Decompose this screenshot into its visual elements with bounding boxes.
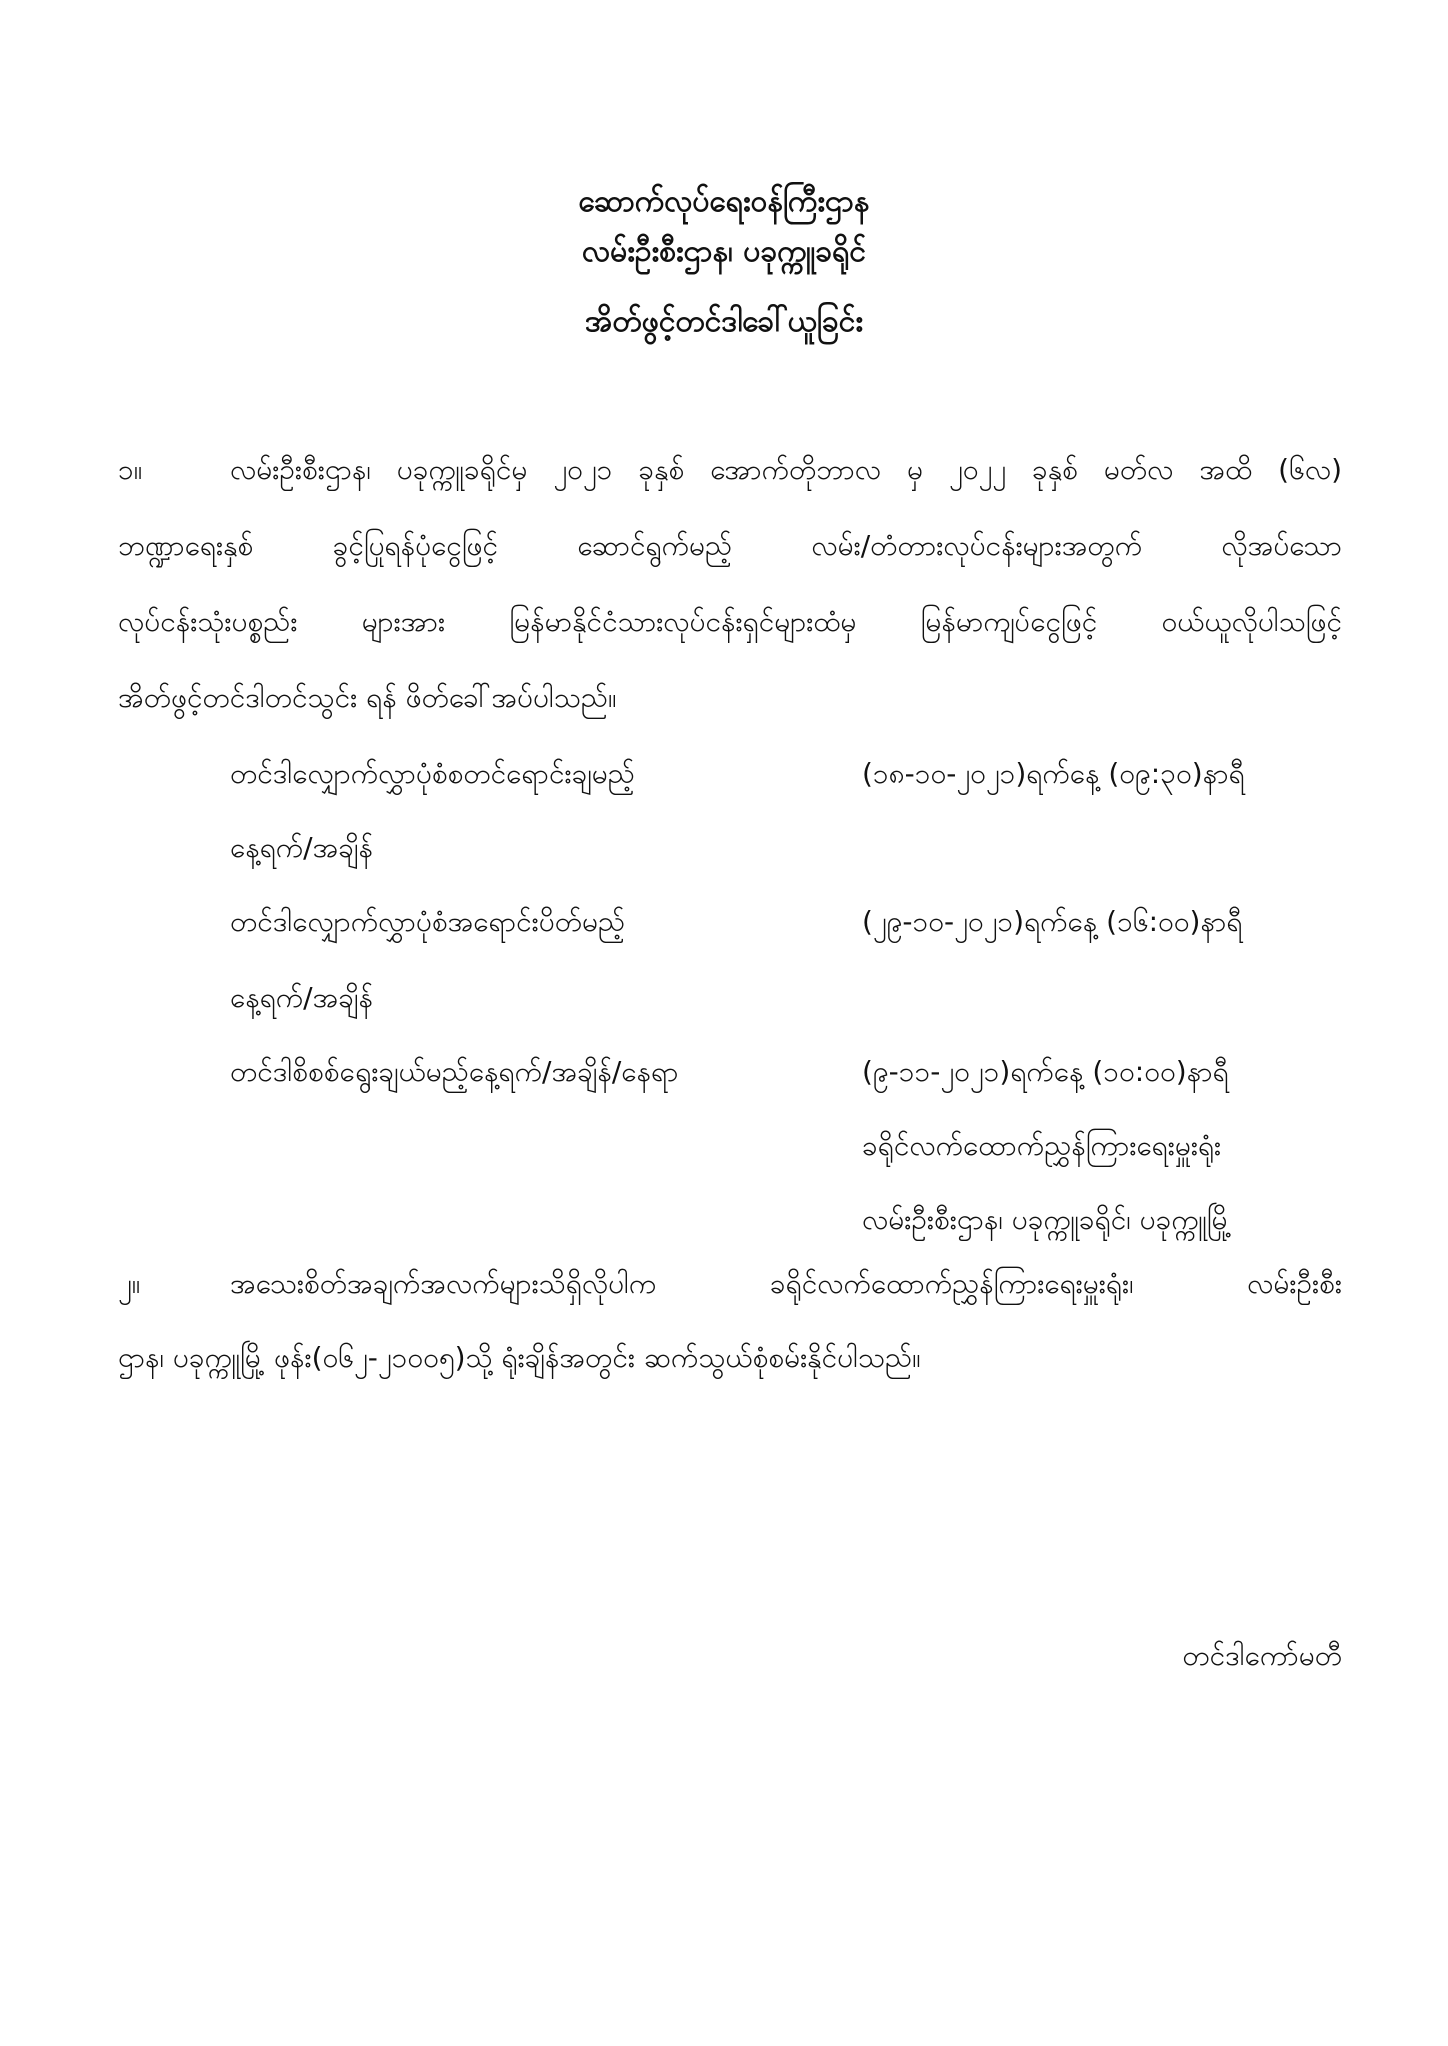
notice-title: အိတ်ဖွင့်တင်ဒါခေါ်ယူခြင်း (584, 304, 864, 339)
selection-office-value: ခရိုင်လက်ထောက်ညွှန်ကြားရေးမှူးရုံး (862, 1129, 1222, 1162)
sale-start-label-cont: နေ့ရက်/အချိန် (230, 831, 373, 864)
department-title: လမ်းဦးစီးဌာန၊ ပခုက္ကူခရိုင် (581, 234, 867, 269)
sale-close-label-cont: နေ့ရက်/အချိန် (230, 981, 373, 1014)
selection-label: တင်ဒါစိစစ်ရွေးချယ်မည့်နေ့ရက်/အချိန်/နေရာ (230, 1055, 679, 1088)
paragraph-1-line-2: ဘဏ္ဍာရေးနှစ် ခွင့်ပြုရန်ပုံငွေဖြင့် ဆောင်ရွက်မည့် လမ်း/တံတားလုပ်ငန်းများအတွက် လိုအပ်သော (118, 529, 1342, 562)
ministry-title: ဆောက်လုပ်ရေးဝန်ကြီးဌာန (578, 184, 870, 219)
paragraph-1-line-4: အိတ်ဖွင့်တင်ဒါတင်သွင်း ရန် ဖိတ်ခေါ်အပ်ပါသည်။ (118, 681, 617, 714)
sale-close-value: (၂၉-၁၀-၂၀၂၁)ရက်နေ့ (၁၆:၀၀)နာရီ (862, 905, 1243, 938)
paragraph-1-number: ၁။ (118, 453, 143, 486)
paragraph-2-line-1: အသေးစိတ်အချက်အလက်များသိရှိလိုပါက ခရိုင်လက်ထောက်ညွှန်ကြားရေးမှူးရုံး၊ လမ်းဦးစီး (230, 1267, 1342, 1300)
tender-committee-signature: တင်ဒါကော်မတီ (1182, 1639, 1342, 1672)
selection-location-value: လမ်းဦးစီးဌာန၊ ပခုက္ကူခရိုင်၊ ပခုက္ကူမြို့ (862, 1203, 1232, 1236)
selection-date-value: (၉-၁၁-၂၀၂၁)ရက်နေ့ (၁၀:၀၀)နာရီ (862, 1055, 1229, 1088)
paragraph-1-line-1: လမ်းဦးစီးဌာန၊ ပခုက္ကူခရိုင်မှ ၂၀၂၁ ခုနှစ် အောက်တိုဘာလ မှ ၂၀၂၂ ခုနှစ် မတ်လ အထိ (၆လ) (230, 453, 1342, 486)
sale-start-label: တင်ဒါလျှောက်လွှာပုံစံစတင်ရောင်းချမည့် (230, 757, 635, 790)
sale-start-value: (၁၈-၁၀-၂၀၂၁)ရက်နေ့ (၀၉:၃၀)နာရီ (862, 757, 1245, 790)
paragraph-2-line-2: ဌာန၊ ပခုက္ကူမြို့ ဖုန်း(၀၆၂-၂၁၀၀၅)သို့ ရုံးချိန်အတွင်း ဆက်သွယ်စုံစမ်းနိုင်ပါသည်။ (118, 1341, 921, 1374)
sale-close-label: တင်ဒါလျှောက်လွှာပုံစံအရောင်းပိတ်မည့် (230, 905, 626, 938)
paragraph-2-number: ၂။ (118, 1267, 141, 1300)
paragraph-1-line-3: လုပ်ငန်းသုံးပစ္စည်း များအား မြန်မာနိုင်ငံသားလုပ်ငန်းရှင်များထံမှ မြန်မာကျပ်ငွေဖြင့် ဝယ်ယူလိုပါသဖြင့် (118, 605, 1342, 638)
